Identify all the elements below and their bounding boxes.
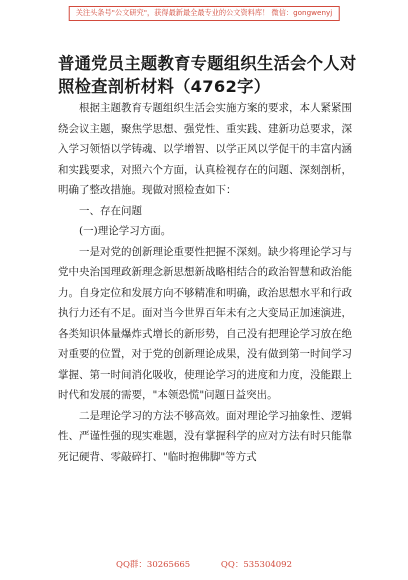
document-title: 普通党员主题教育专题组织生活会个人对照检查剖析材料（4762字） [58,54,357,96]
footer [0,558,408,570]
footer-qq: QQ：535304092 [220,560,292,570]
header-banner: 关注头条号"公文研究"，获得最新最全最专业的公文资料库！ 微信：gongwenyj [69,6,340,21]
document-body [58,98,352,467]
subsection-heading: (一)理论学习方面。 [79,225,172,237]
footer-qq-group: QQ群：30265665 [115,560,191,570]
body-paragraph: 二是理论学习的方法不够高效。面对理论学习抽象性、逻辑性、严谨性强的现实难题，没有掌握科学的应对方法有时只能靠死记硬背、零敲碎打、"临时抱佛脚"等方式 [58,409,352,463]
intro-paragraph: 根据主题教育专题组织生活会实施方案的要求，本人紧紧围绕会议主题，聚焦学思想、强党性、重实践、建新功总要求，深入学习领悟以学铸魂、以学增智、以学正风以学促干的丰富内涵和实践要求，对照六个方面，认真检视存在的问题、深刻剖析，明确了整改措施。现做对照检查如下： [58,102,352,196]
section-heading: 一、存在问题 [79,204,142,217]
body-paragraph: 一是对党的创新理论重要性把握不深刻。缺少将理论学习与党中央治国理政新理念新思想新战略相结合的政治智慧和政治能力。自身定位和发展方向不够精准和明确，政治思想水平和行政执行力还有不足。面对当今世界百年未有之大变局正加速演进，各类知识体量爆炸式增长的新形势，自己没有把理论学习放在绝对重要的位置，对于党的创新理论成果，没有做到第一时间学习掌握、第一时间消化吸收，使理论学习的进度和力度，没能跟上时代和发展的需要，"本领恐慌"问题日益突出。 [58,245,352,401]
